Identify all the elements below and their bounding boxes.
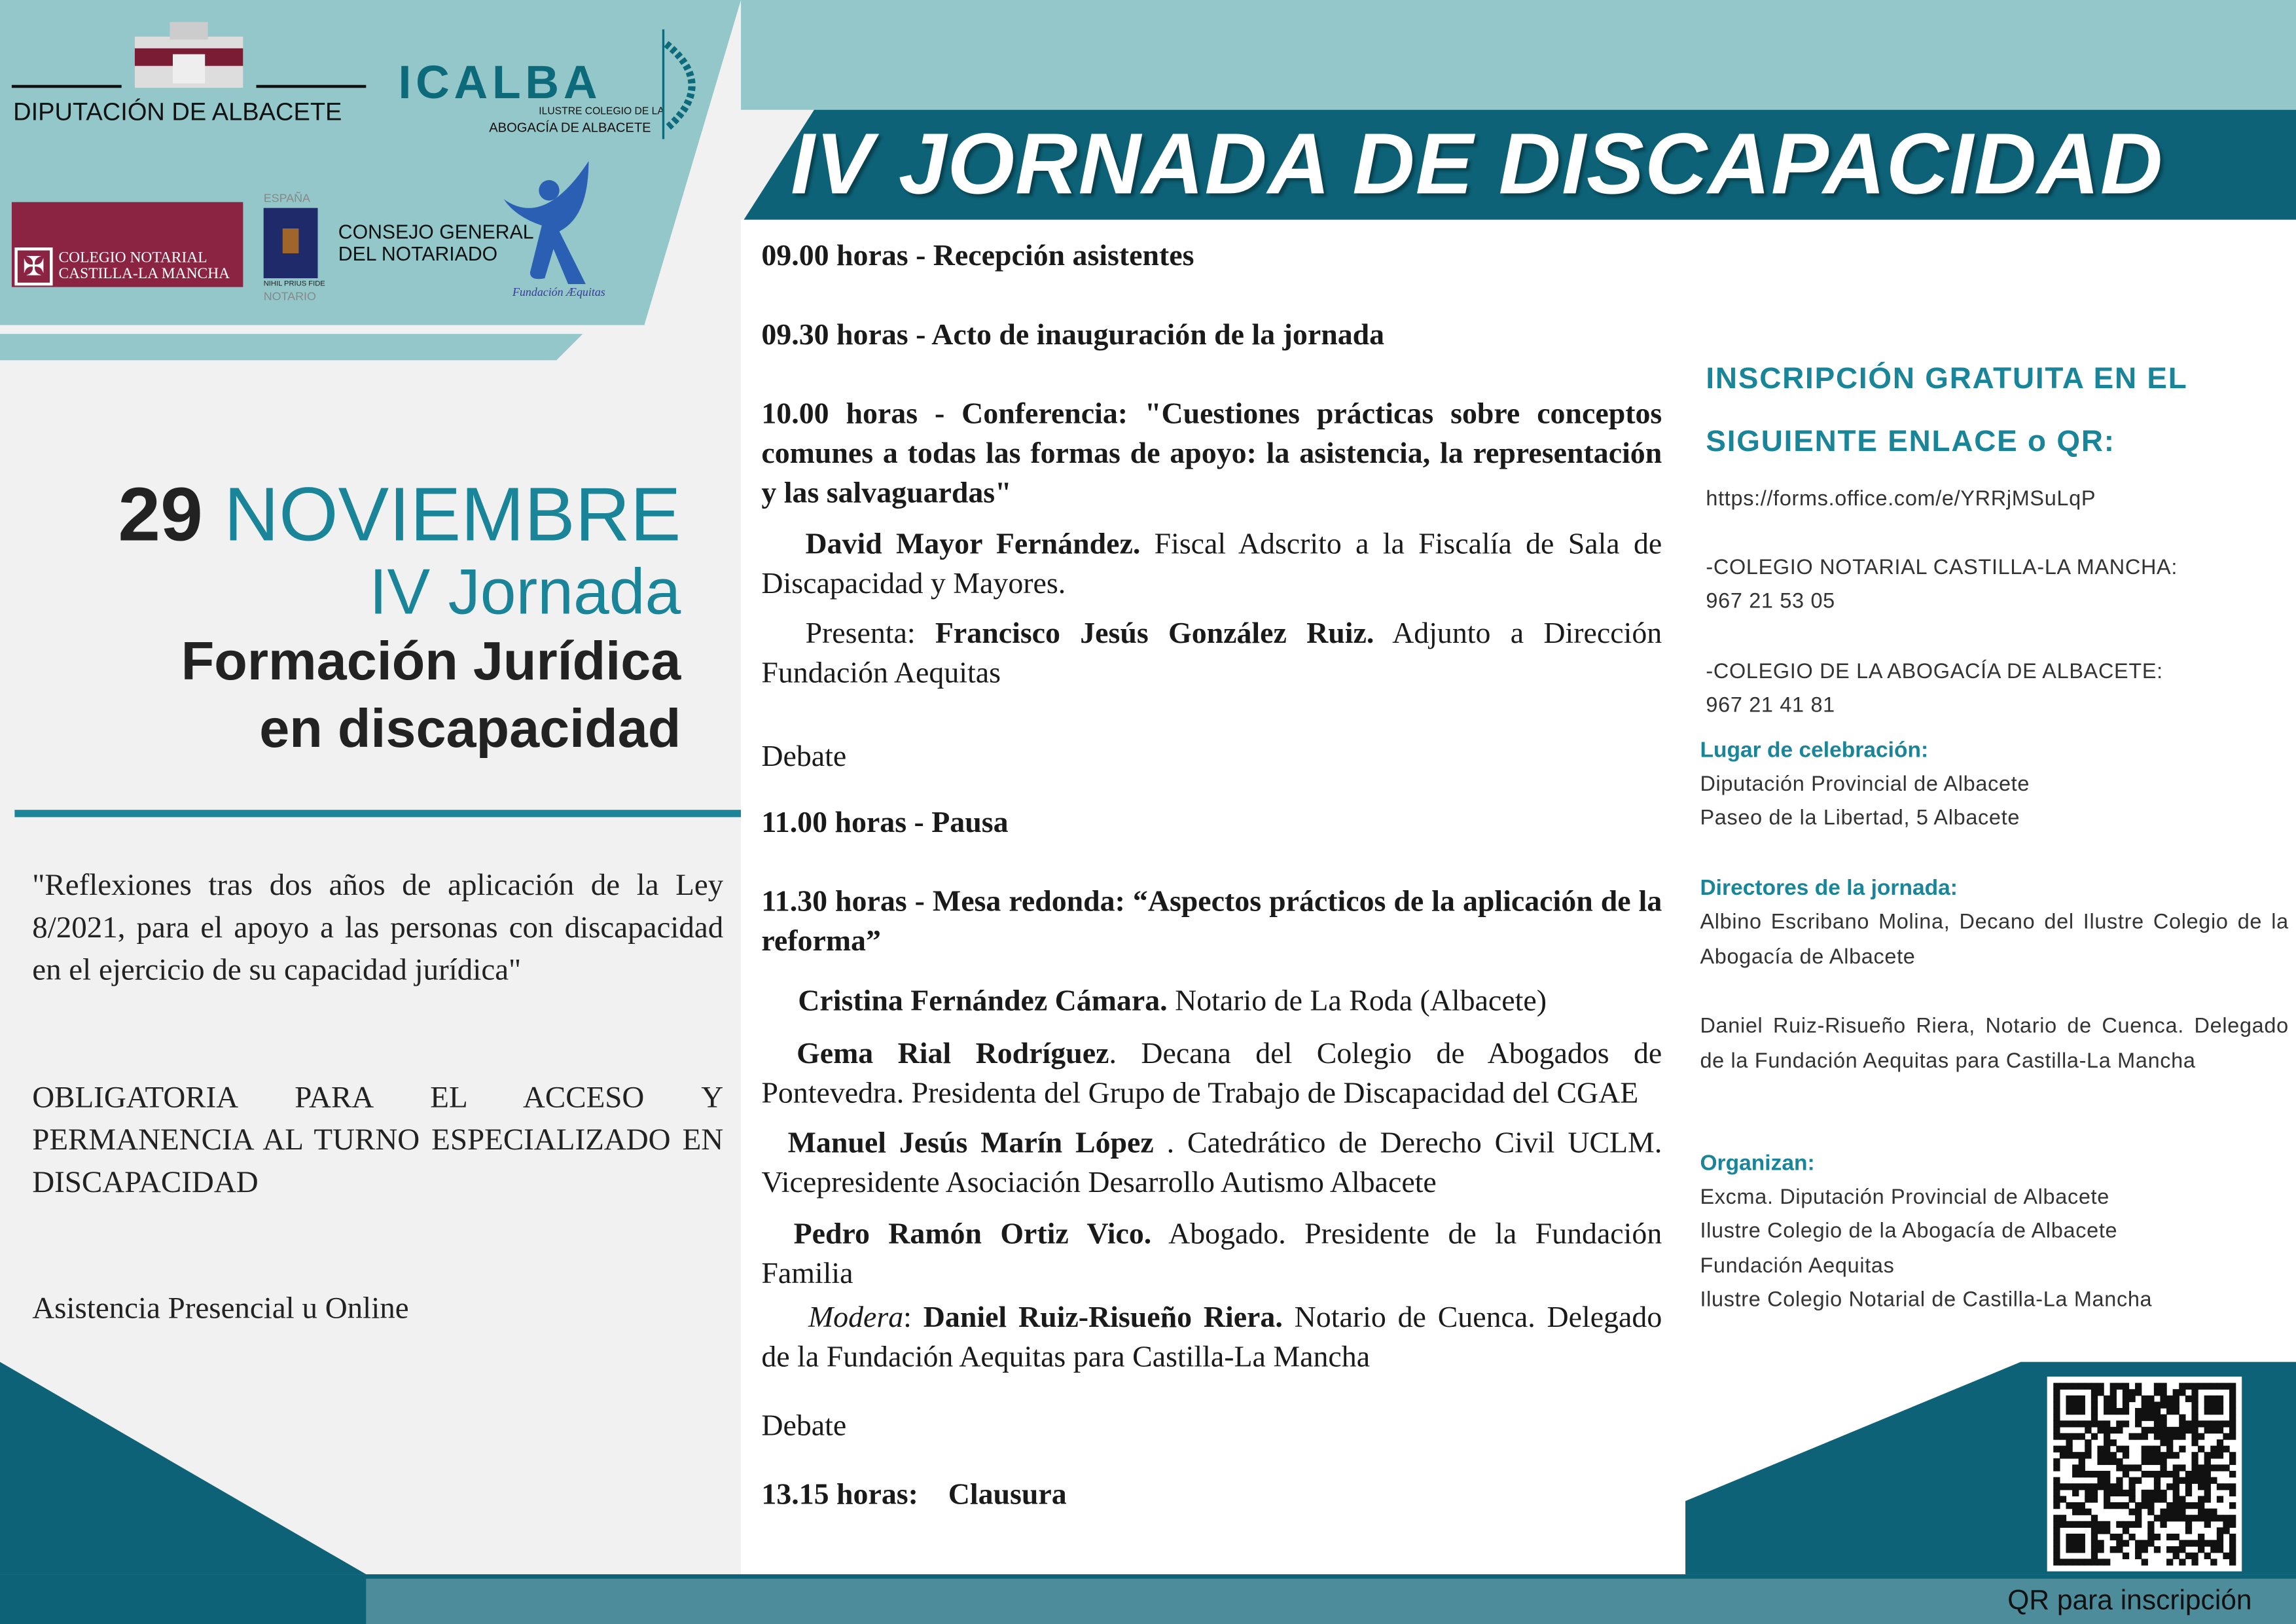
directors-heading: Directores de la jornada: <box>1700 875 1958 901</box>
mandatory-note: OBLIGATORIA PARA EL ACCESO Y PERMANENCIA AL TURNO ESPECIALIZADO EN DISCAPACIDAD <box>32 1079 724 1200</box>
subtitle: en discapacidad <box>259 698 681 759</box>
logo-text: ESPAÑA <box>263 192 311 206</box>
organizer: Ilustre Colegio Notarial de Castilla-La Mancha <box>1700 1288 2153 1312</box>
diputacion-logo-text: DIPUTACIÓN DE ALBACETE <box>13 98 342 126</box>
contact-phone: 967 21 41 81 <box>1706 694 1835 718</box>
attendance-note: Asistencia Presencial u Online <box>32 1290 409 1326</box>
icalba-subtitle: ABOGACÍA DE ALBACETE <box>489 120 651 135</box>
program-item: 13.15 horas: Clausura <box>761 1479 1067 1511</box>
organizer: Fundación Aequitas <box>1700 1255 1895 1279</box>
venue-heading: Lugar de celebración: <box>1700 738 1929 763</box>
program-item: Presenta: Francisco Jesús González Ruiz. Adjunto a Dirección Fundación Aequitas <box>761 618 1662 690</box>
qr-code-image <box>2047 1377 2242 1572</box>
qr-caption: QR para inscripción <box>2007 1585 2252 1617</box>
cross-icon: ✠ <box>14 247 52 285</box>
contact-phone: 967 21 53 05 <box>1706 590 1835 614</box>
divider <box>12 85 122 88</box>
program-item: Pedro Ramón Ortiz Vico. Abogado. Presidente de la Fundación Familia <box>761 1218 1662 1291</box>
divider <box>257 85 367 88</box>
director: Albino Escribano Molina, Decano del Ilustre Colegio de la Abogacía de Albacete <box>1700 911 2289 969</box>
logo-text: CASTILLA-LA MANCHA <box>58 266 230 283</box>
registration-heading: INSCRIPCIÓN GRATUITA EN EL SIGUIENTE ENLACE o QR: <box>1706 361 2188 459</box>
organizers-heading: Organizan: <box>1700 1151 1815 1176</box>
fundacion-aequitas-figure-icon <box>501 158 606 284</box>
program-item: Modera: Daniel Ruiz-Risueño Riera. Notario de Cuenca. Delegado de la Fundación Aequitas para Castilla-La Mancha <box>761 1301 1662 1374</box>
program-item: David Mayor Fernández. Fiscal Adscrito a la Fiscalía de Sala de Discapacidad y Mayores. <box>761 528 1662 601</box>
consejo-logo-text: CONSEJO GENERAL DEL NOTARIADO <box>338 221 534 265</box>
director: Daniel Ruiz-Risueño Riera, Notario de Cuenca. Delegado de la Fundación Aequitas para Castilla-La Mancha <box>1700 1015 2289 1073</box>
program-item: 09.30 horas - Acto de inauguración de la jornada <box>761 319 1385 352</box>
icalba-subtitle: ILUSTRE COLEGIO DE LA <box>539 107 664 117</box>
venue-line: Diputación Provincial de Albacete <box>1700 773 2030 797</box>
program-item: Cristina Fernández Cámara. Notario de La Roda (Albacete) <box>798 985 1547 1018</box>
logo-text: Fundación Æquitas <box>512 285 605 299</box>
date-block <box>118 471 681 761</box>
program-item: 09.00 horas - Recepción asistentes <box>761 240 1194 273</box>
program-item: Gema Rial Rodríguez. Decana del Colegio de Abogados de Pontevedra. Presidenta del Grupo de Trabajo de Discapacidad del CGAE <box>761 1038 1662 1110</box>
qr-code[interactable] <box>2047 1377 2242 1572</box>
page-title: IV JORNADA DE DISCAPACIDAD <box>791 115 2164 213</box>
program-item: Debate <box>761 1410 847 1443</box>
program-item: Manuel Jesús Marín López . Catedrático de Derecho Civil UCLM. Vicepresidente Asociación Desarrollo Autismo Albacete <box>761 1127 1662 1200</box>
logo-text: COLEGIO NOTARIAL <box>58 250 207 267</box>
venue-line: Paseo de la Libertad, 5 Albacete <box>1700 806 2020 831</box>
registration-link[interactable]: https://forms.office.com/e/YRRjMSuLqP <box>1706 488 2096 511</box>
program-item: 11.30 horas - Mesa redonda: “Aspectos prácticos de la aplicación de la reforma” <box>761 886 1662 958</box>
logo-text: NOTARIO <box>263 289 316 304</box>
colegio-notarial-logo <box>12 202 243 287</box>
building-icon <box>135 22 243 88</box>
notariado-emblem <box>264 208 318 278</box>
edition: IV Jornada <box>369 556 681 628</box>
quote: "Reflexiones tras dos años de aplicación de la Ley 8/2021, para el apoyo a las personas con discapacidad en el ejercicio de su capacidad jurídica" <box>32 867 724 987</box>
scales-of-justice-icon <box>659 29 715 139</box>
date-month: NOVIEMBRE <box>224 473 681 558</box>
organizer: Ilustre Colegio de la Abogacía de Albacete <box>1700 1219 2118 1244</box>
icalba-logo-text: ICALBA <box>398 56 602 109</box>
program-item: 10.00 horas - Conferencia: "Cuestiones prácticas sobre conceptos comunes a todas las formas de apoyo: la asistencia, la representación y las salvaguardas" <box>761 398 1662 510</box>
organizer: Excma. Diputación Provincial de Albacete <box>1700 1186 2109 1210</box>
subtitle: Formación Jurídica <box>181 631 681 691</box>
program-item: 11.00 horas - Pausa <box>761 806 1009 839</box>
contact-label: -COLEGIO NOTARIAL CASTILLA-LA MANCHA: <box>1706 556 2178 580</box>
date-day: 29 <box>118 473 203 558</box>
logo-text: NIHIL PRIUS FIDE <box>263 280 325 289</box>
program-item: Debate <box>761 741 847 774</box>
program <box>761 237 1662 1515</box>
contact-label: -COLEGIO DE LA ABOGACÍA DE ALBACETE: <box>1706 660 2163 684</box>
